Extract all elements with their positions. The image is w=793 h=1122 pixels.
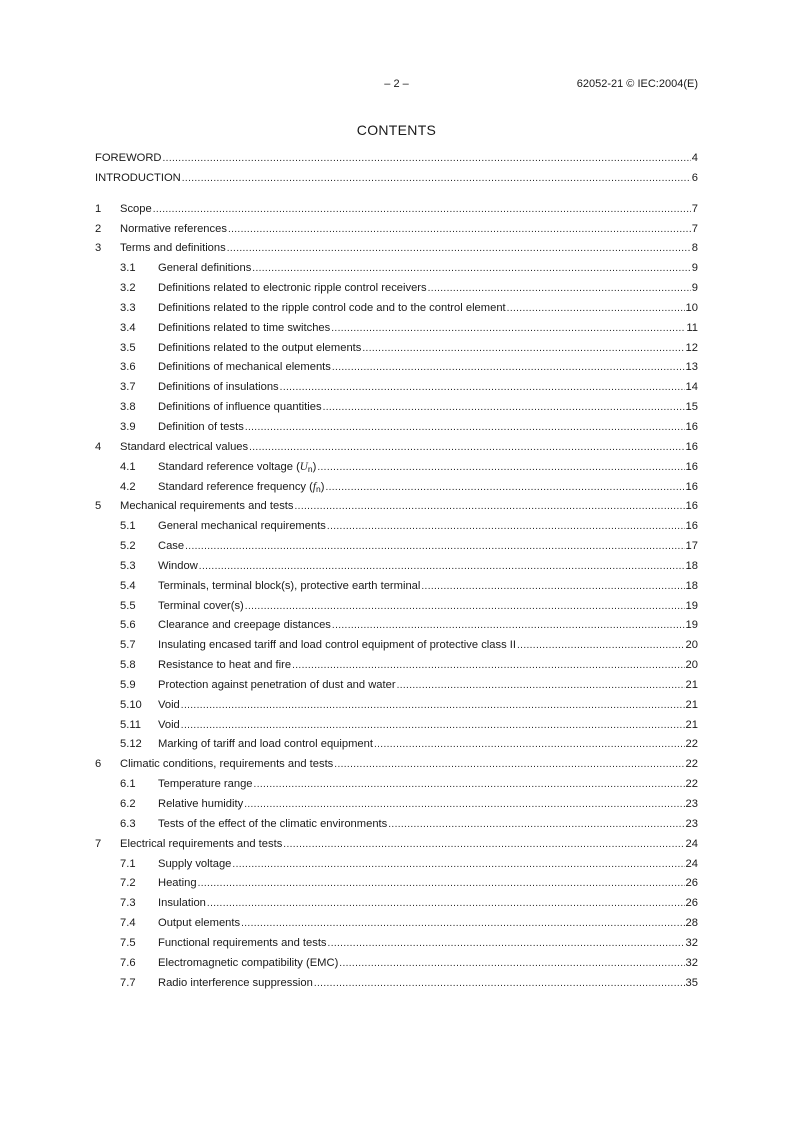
toc-entry-title: Window xyxy=(158,559,198,572)
toc-entry-number: 2 xyxy=(95,222,102,235)
toc-entry-number: 3.7 xyxy=(120,381,136,394)
dot-leader xyxy=(339,954,684,974)
toc-entry-page: 32 xyxy=(685,956,698,969)
toc-entry-title: Resistance to heat and fire xyxy=(158,659,292,672)
dot-leader xyxy=(314,974,685,994)
toc-entry-page: 19 xyxy=(685,599,698,612)
toc-entry[interactable] xyxy=(95,656,698,676)
toc-entry[interactable] xyxy=(95,299,698,319)
toc-entry-number: 3.3 xyxy=(120,301,136,314)
toc-entry-page: 9 xyxy=(691,282,698,295)
math-symbol: U xyxy=(299,460,308,473)
toc-entry-number: 3.1 xyxy=(120,262,136,275)
toc-entry[interactable] xyxy=(95,279,698,299)
toc-entry-title: Relative humidity xyxy=(158,798,244,810)
toc-entry-title: Insulating encased tariff and load control equipment of protective class II xyxy=(158,639,517,652)
toc-entry-number: 6.2 xyxy=(120,798,136,810)
toc-entry-number: 3.2 xyxy=(120,282,136,295)
toc-entry-title: Void xyxy=(158,698,180,711)
dot-leader xyxy=(428,279,691,299)
toc-entry-title: Output elements xyxy=(158,917,241,930)
toc-entry-page: 22 xyxy=(685,758,698,771)
toc-entry-page: 26 xyxy=(685,897,698,910)
toc-entry-number: 3 xyxy=(95,242,102,255)
toc-entry-page: 4 xyxy=(691,152,698,164)
toc-entry-title: Radio interference suppression xyxy=(158,976,313,989)
toc-entry-page: 12 xyxy=(685,341,698,354)
dot-leader xyxy=(328,934,685,954)
toc-entry-number: 5.10 xyxy=(120,698,142,711)
toc-entry-number: 3.5 xyxy=(120,341,136,354)
dot-leader xyxy=(185,537,684,557)
toc-entry-page: 21 xyxy=(685,718,698,731)
dot-leader xyxy=(374,735,685,755)
dot-leader xyxy=(198,874,685,894)
toc-entry-title: Temperature range xyxy=(158,778,253,791)
dot-leader xyxy=(292,656,684,676)
toc-entry[interactable] xyxy=(95,795,698,815)
dot-leader xyxy=(334,755,684,775)
dot-leader xyxy=(280,378,685,398)
dot-leader xyxy=(245,418,685,438)
dot-leader xyxy=(252,259,690,279)
dot-leader xyxy=(295,497,685,517)
dot-leader xyxy=(327,517,685,537)
toc-entry[interactable] xyxy=(95,914,698,934)
toc-entry-number: 1 xyxy=(95,202,102,215)
toc-entry-title: Definitions related to the ripple control code and to the control element xyxy=(158,301,506,314)
toc-entry-title: General mechanical requirements xyxy=(158,520,326,533)
toc-entry[interactable] xyxy=(95,775,698,795)
toc-entry-page: 11 xyxy=(686,321,698,334)
toc-entry-page: 21 xyxy=(685,678,698,691)
toc-entry-page: 21 xyxy=(685,698,698,711)
dot-leader xyxy=(332,358,685,378)
toc-entry-title: Electrical requirements and tests xyxy=(120,837,283,850)
toc-entry-page: 7 xyxy=(691,222,698,235)
toc-entry-page: 24 xyxy=(685,837,698,850)
toc-entry-number: 4.1 xyxy=(120,460,136,473)
toc-entry-number: 5.1 xyxy=(120,520,136,533)
toc-entry-title: Marking of tariff and load control equipment xyxy=(158,738,373,751)
toc-entry-number: 6 xyxy=(95,758,102,771)
toc-entry-title: Heating xyxy=(158,877,197,890)
toc-entry-title: Terminals, terminal block(s), protective earth terminal xyxy=(158,579,421,592)
dot-leader xyxy=(317,458,684,478)
toc-entry-page: 14 xyxy=(685,381,698,394)
toc-entry-page: 22 xyxy=(685,738,698,751)
dot-leader xyxy=(182,169,691,189)
toc-entry-page: 6 xyxy=(691,171,698,184)
toc-entry-title: Definitions related to time switches xyxy=(158,321,331,334)
toc-entry-title: Clearance and creepage distances xyxy=(158,619,331,632)
dot-leader xyxy=(388,815,684,835)
dot-leader xyxy=(397,676,685,696)
toc-entry-number: 4.2 xyxy=(120,480,136,493)
toc-entry-number: 7.4 xyxy=(120,917,136,930)
dot-leader xyxy=(153,200,691,220)
toc-entry[interactable] xyxy=(95,358,698,378)
toc-entry-number: 7.2 xyxy=(120,877,136,890)
toc-entry[interactable] xyxy=(95,517,698,537)
dot-leader xyxy=(362,339,684,359)
toc-entry-page: 20 xyxy=(685,659,698,672)
toc-entry-number: 5.3 xyxy=(120,559,136,572)
page-number: – 2 – xyxy=(384,78,409,90)
dot-leader xyxy=(207,894,685,914)
toc-entry-number: 5.11 xyxy=(120,718,141,731)
toc-entry-number: 5 xyxy=(95,500,102,513)
toc-entry[interactable] xyxy=(95,200,698,220)
toc-entry-title: FOREWORD xyxy=(95,152,162,164)
toc-entry-page: 15 xyxy=(685,401,698,414)
toc-entry-number: 3.4 xyxy=(120,321,136,334)
toc-entry[interactable] xyxy=(95,149,698,169)
dot-leader xyxy=(245,597,685,617)
toc-entry-number: 7 xyxy=(95,837,102,850)
toc-entry-title: Standard reference voltage (Un) xyxy=(158,460,317,474)
toc-entry[interactable] xyxy=(95,696,698,716)
document-reference: 62052-21 © IEC:2004(E) xyxy=(576,78,698,90)
dot-leader xyxy=(227,239,691,259)
dot-leader xyxy=(517,636,685,656)
toc-entry-number: 3.9 xyxy=(120,420,136,433)
toc-entry-title: Case xyxy=(158,540,185,553)
toc-entry-number: 5.9 xyxy=(120,678,136,691)
toc-entry-title: Definitions related to electronic ripple control receivers xyxy=(158,282,427,295)
toc-entry-page: 32 xyxy=(685,936,698,949)
toc-entry[interactable] xyxy=(95,577,698,597)
toc-entry[interactable] xyxy=(95,398,698,418)
toc-entry[interactable] xyxy=(95,418,698,438)
toc-entry[interactable] xyxy=(95,438,698,458)
toc-entry-title: Definitions of mechanical elements xyxy=(158,361,331,374)
toc-entry-number: 7.6 xyxy=(120,956,136,969)
dot-leader xyxy=(199,557,685,577)
toc-entry[interactable] xyxy=(95,894,698,914)
toc-entry-page: 20 xyxy=(685,639,698,652)
toc-entry[interactable] xyxy=(95,954,698,974)
toc-entry[interactable] xyxy=(95,220,698,240)
toc-entry-title: Electromagnetic compatibility (EMC) xyxy=(158,956,339,969)
toc-entry-page: 18 xyxy=(685,559,698,572)
toc-entry-page: 13 xyxy=(685,361,698,374)
dot-leader xyxy=(232,855,684,875)
toc-entry-title: General definitions xyxy=(158,262,252,275)
toc-entry-page: 23 xyxy=(685,817,698,830)
dot-leader xyxy=(241,914,684,934)
toc-entry[interactable] xyxy=(95,319,698,339)
toc-entry-page: 16 xyxy=(685,440,698,453)
toc-entry[interactable] xyxy=(95,755,698,775)
toc-entry-title: Scope xyxy=(120,202,152,215)
toc-entry[interactable] xyxy=(95,458,698,478)
toc-entry-title: Standard electrical values xyxy=(120,440,249,453)
toc-entry-number: 5.12 xyxy=(120,738,142,751)
toc-entry[interactable] xyxy=(95,735,698,755)
toc-entry-page: 16 xyxy=(685,460,698,473)
toc-entry-number: 5.5 xyxy=(120,599,136,612)
toc-entry[interactable] xyxy=(95,378,698,398)
toc-entry-title: Standard reference frequency (fn) xyxy=(158,480,325,494)
toc-entry-page: 23 xyxy=(685,798,698,810)
toc-entry[interactable] xyxy=(95,934,698,954)
toc-entry[interactable] xyxy=(95,557,698,577)
toc-entry-number: 3.8 xyxy=(120,401,136,414)
toc-entry[interactable] xyxy=(95,478,698,498)
dot-leader xyxy=(254,775,685,795)
toc-entry-page: 7 xyxy=(691,202,698,215)
dot-leader xyxy=(331,319,685,339)
toc-entry-title: Terms and definitions xyxy=(120,242,226,255)
math-subscript: n xyxy=(307,463,313,474)
dot-leader xyxy=(181,696,685,716)
toc-entry[interactable] xyxy=(95,616,698,636)
toc-entry-number: 5.4 xyxy=(120,579,136,592)
toc-entry[interactable] xyxy=(95,676,698,696)
toc-entry-title: Protection against penetration of dust and water xyxy=(158,678,396,691)
toc-entry-title: Normative references xyxy=(120,222,227,235)
toc-entry[interactable] xyxy=(95,537,698,557)
toc-entry[interactable] xyxy=(95,597,698,617)
toc-entry-page: 26 xyxy=(685,877,698,890)
toc-entry-number: 5.7 xyxy=(120,639,136,652)
toc-entry-title: Definitions related to the output elements xyxy=(158,341,362,354)
toc-entry-title: Definition of tests xyxy=(158,420,244,433)
toc-entry-title: Terminal cover(s) xyxy=(158,599,244,612)
toc-entry-number: 7.7 xyxy=(120,976,136,989)
toc-entry-title: Tests of the effect of the climatic environments xyxy=(158,817,388,830)
toc-entry[interactable] xyxy=(95,497,698,517)
toc-entry-number: 5.6 xyxy=(120,619,136,632)
dot-leader xyxy=(421,577,684,597)
toc-entry-number: 7.1 xyxy=(120,857,136,870)
toc-entry-title: Climatic conditions, requirements and tests xyxy=(120,758,334,771)
toc-entry-number: 5.2 xyxy=(120,540,136,553)
dot-leader xyxy=(228,220,691,240)
toc-entry-page: 22 xyxy=(685,778,698,791)
toc-entry[interactable] xyxy=(95,239,698,259)
toc-entry-number: 6.1 xyxy=(120,778,136,791)
dot-leader xyxy=(283,835,684,855)
toc-entry-title: Insulation xyxy=(158,897,206,910)
dot-leader xyxy=(244,795,684,815)
contents-title: CONTENTS xyxy=(356,122,437,138)
toc-entry-number: 3.6 xyxy=(120,361,136,374)
dot-leader xyxy=(507,299,685,319)
toc-entry[interactable] xyxy=(95,259,698,279)
toc-entry-page: 16 xyxy=(685,480,698,493)
dot-leader xyxy=(325,478,684,498)
dot-leader xyxy=(332,616,685,636)
toc-entry-page: 24 xyxy=(685,857,698,870)
toc-entry-title: INTRODUCTION xyxy=(95,171,181,184)
toc-entry-page: 35 xyxy=(685,976,698,989)
toc-entry-number: 7.3 xyxy=(120,897,136,910)
toc-entry[interactable] xyxy=(95,339,698,359)
toc-entry-number: 5.8 xyxy=(120,659,136,672)
toc-entry[interactable] xyxy=(95,855,698,875)
dot-leader xyxy=(181,716,685,736)
toc-entry-title: Functional requirements and tests xyxy=(158,936,327,949)
toc-entry-title: Supply voltage xyxy=(158,857,232,870)
toc-entry-number: 4 xyxy=(95,440,102,453)
toc-entry-page: 10 xyxy=(685,301,698,314)
toc-entry[interactable] xyxy=(95,636,698,656)
toc-entry-page: 16 xyxy=(685,500,698,513)
toc-entry-number: 7.5 xyxy=(120,936,136,949)
toc-entry[interactable] xyxy=(95,716,698,736)
toc-entry-title: Definitions of insulations xyxy=(158,381,279,394)
math-subscript: n xyxy=(315,483,321,494)
toc-entry[interactable] xyxy=(95,815,698,835)
toc-entry-page: 16 xyxy=(685,420,698,433)
table-of-contents xyxy=(95,149,698,993)
toc-entry[interactable] xyxy=(95,974,698,994)
toc-entry-page: 28 xyxy=(685,917,698,930)
toc-entry-page: 8 xyxy=(691,242,698,255)
toc-entry-page: 16 xyxy=(685,520,698,533)
toc-entry[interactable] xyxy=(95,169,698,189)
dot-leader xyxy=(323,398,685,418)
toc-entry-page: 9 xyxy=(691,262,698,275)
toc-entry-page: 18 xyxy=(685,579,698,592)
toc-entry-page: 19 xyxy=(685,619,698,632)
toc-entry-title: Mechanical requirements and tests xyxy=(120,500,294,513)
math-symbol: f xyxy=(312,480,316,493)
dot-leader xyxy=(249,438,684,458)
toc-entry-title: Void xyxy=(158,718,180,731)
toc-entry-page: 17 xyxy=(685,540,698,553)
toc-entry[interactable] xyxy=(95,874,698,894)
toc-entry[interactable] xyxy=(95,835,698,855)
toc-entry-number: 6.3 xyxy=(120,817,136,830)
dot-leader xyxy=(163,149,691,169)
toc-entry-title: Definitions of influence quantities xyxy=(158,401,322,414)
